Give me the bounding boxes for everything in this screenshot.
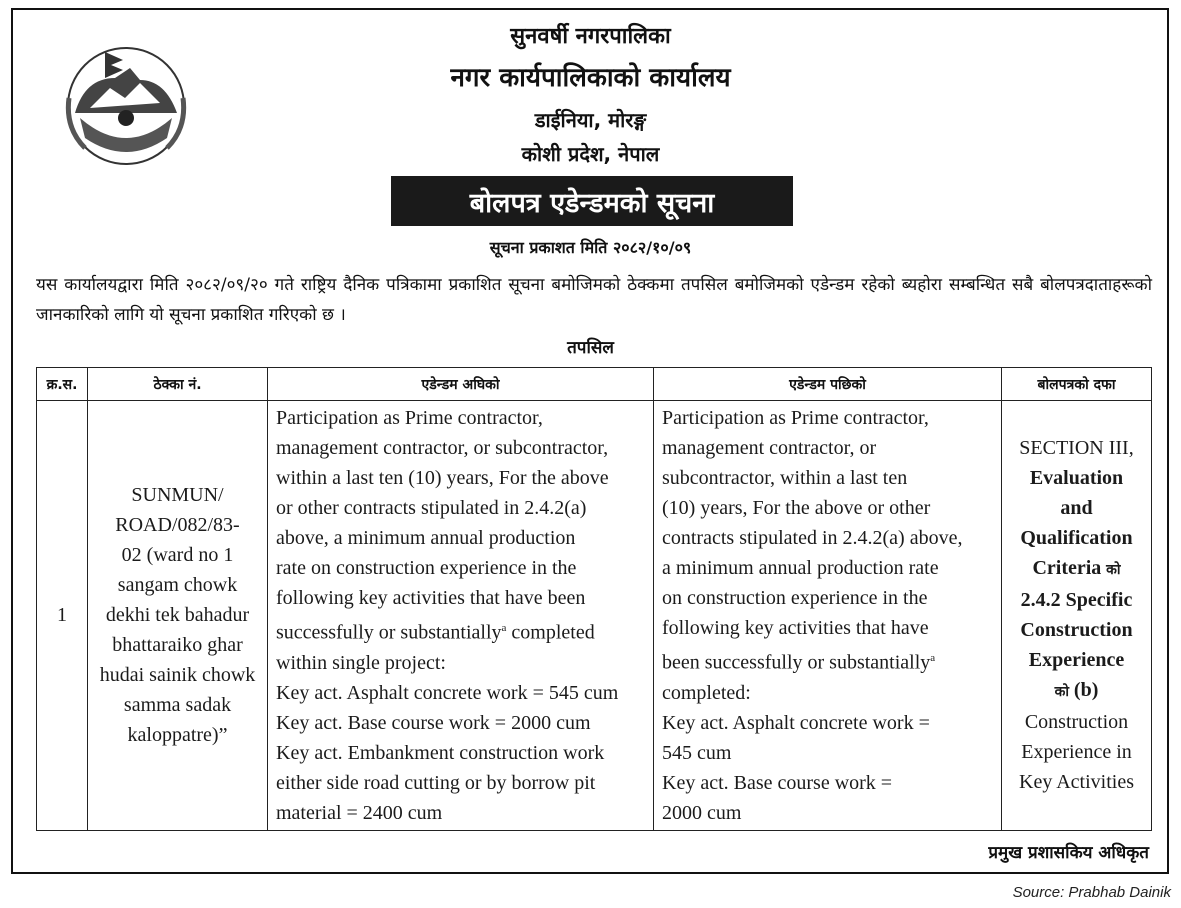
after-line: subcontractor, within a last ten: [662, 467, 908, 489]
after-line: Participation as Prime contractor,: [662, 407, 929, 429]
before-line: Key act. Embankment construction work: [276, 741, 605, 764]
clause-text: को: [1101, 562, 1121, 579]
clause-text: Criteria: [1032, 557, 1102, 580]
after-line: (10) years, For the above or other: [662, 497, 931, 519]
after-line: Key act. Base course work =: [662, 771, 893, 794]
before-line-text: successfully or substantially: [276, 621, 502, 644]
municipality-name: सुनवर्षी नगरपालिका: [510, 24, 671, 49]
before-line: Key act. Base course work = 2000 cum: [276, 711, 591, 734]
after-line: a minimum annual production rate: [662, 557, 939, 579]
notice-title-banner: बोलपत्र एडेन्डमको सूचना: [391, 176, 793, 226]
clause-line: Key Activities: [1019, 771, 1134, 794]
after-line: completed:: [662, 681, 751, 704]
clause-line: SECTION III,: [1019, 437, 1134, 460]
col-header-before: एडेन्डम अघिको: [268, 368, 654, 401]
before-line: or other contracts stipulated in 2.4.2(a): [276, 497, 587, 519]
intro-paragraph: यस कार्यालयद्वारा मिति २०८२/०९/२० गते राष्ट्रिय दैनिक पत्रिकामा प्रकाशित सूचना बमोजिमको ठेक्कमा तपसिल बमोजिमको एडेन्डम रहेको ब्यहोरा सम्बन्धित सबै बोलपत्रदाताहरूको जानकारिको लागि यो सूचना प्रकाशित गरिएको छ ।: [36, 275, 1152, 325]
addendum-table: [36, 367, 1152, 831]
province-country: कोशी प्रदेश, नेपाल: [521, 142, 660, 166]
clause-line: Construction: [1020, 619, 1133, 642]
after-line: 545 cum: [662, 741, 732, 764]
cell-contract-no: [88, 401, 268, 831]
after-line: 2000 cum: [662, 801, 742, 824]
table-row: [37, 401, 1152, 831]
after-line: [662, 643, 995, 678]
office-name: नगर कार्यपालिकाको कार्यालय: [450, 63, 731, 93]
clause-line: Construction: [1024, 711, 1129, 734]
before-line: Participation as Prime contractor,: [276, 407, 543, 429]
clause-line: Evaluation: [1029, 467, 1124, 490]
before-line: following key activities that have been: [276, 587, 586, 609]
clause-text: (b): [1073, 679, 1099, 702]
before-line: rate on construction experience in the: [276, 557, 577, 579]
col-header-sn: क्र.स.: [37, 368, 88, 401]
contract-no-line: kaloppatre)”: [127, 724, 228, 747]
details-heading: तपसिल: [567, 338, 614, 358]
contract-no-line: bhattaraiko ghar: [112, 634, 243, 657]
before-line: within single project:: [276, 651, 446, 674]
clause-line: Qualification: [1020, 527, 1133, 550]
table-header-row: [37, 368, 1152, 401]
clause-line: [1006, 675, 1147, 707]
clause-line: and: [1060, 497, 1093, 520]
before-line: above, a minimum annual production: [276, 527, 576, 549]
after-line: Key act. Asphalt concrete work =: [662, 711, 930, 734]
clause-line: [1006, 553, 1147, 585]
col-header-contract-no: ठेक्का नं.: [88, 368, 268, 401]
office-address: डाईनिया, मोरङ्ग: [534, 108, 647, 132]
contract-no-line: samma sadak: [123, 694, 232, 717]
clause-line: Experience in: [1021, 741, 1132, 764]
contract-no-line: sangam chowk: [117, 574, 238, 597]
cell-sn: 1: [37, 401, 88, 831]
cell-clause: [1002, 401, 1152, 831]
contract-no-line: dekhi tek bahadur: [105, 604, 250, 627]
before-line: Key act. Asphalt concrete work = 545 cum: [276, 681, 619, 704]
before-line-text: completed: [506, 621, 595, 644]
cell-after-addendum: [654, 401, 1002, 831]
contract-no-line: 02 (ward no 1: [121, 544, 234, 567]
before-line: [276, 613, 647, 648]
source-credit: Source: Prabhab Dainik: [1012, 884, 1171, 901]
contract-no-line: hudai sainik chowk: [99, 664, 256, 687]
footnote-marker: a: [501, 622, 507, 634]
footnote-marker: a: [930, 652, 936, 664]
col-header-clause: बोलपत्रको दफा: [1002, 368, 1152, 401]
after-line: contracts stipulated in 2.4.2(a) above,: [662, 527, 963, 549]
after-line: following key activities that have: [662, 617, 929, 639]
before-line: management contractor, or subcontractor,: [276, 437, 609, 459]
before-line: within a last ten (10) years, For the above: [276, 467, 609, 489]
after-line: management contractor, or: [662, 437, 877, 459]
after-line-text: been successfully or substantially: [662, 651, 931, 674]
before-line: material = 2400 cum: [276, 801, 443, 824]
col-header-after: एडेन्डम पछिको: [654, 368, 1002, 401]
contract-no-line: SUNMUN/: [131, 484, 224, 507]
clause-line: 2.4.2 Specific: [1020, 589, 1133, 612]
before-line: either side road cutting or by borrow pit: [276, 771, 596, 794]
clause-line: Experience: [1028, 649, 1125, 672]
contract-no-line: ROAD/082/83-: [115, 514, 240, 537]
publish-date: सूचना प्रकाशत मिति २०८२/१०/०९: [489, 238, 692, 257]
signature-title: प्रमुख प्रशासकिय अधिकृत: [988, 843, 1149, 863]
clause-text: को: [1054, 684, 1074, 701]
cell-before-addendum: [268, 401, 654, 831]
after-line: on construction experience in the: [662, 587, 928, 609]
